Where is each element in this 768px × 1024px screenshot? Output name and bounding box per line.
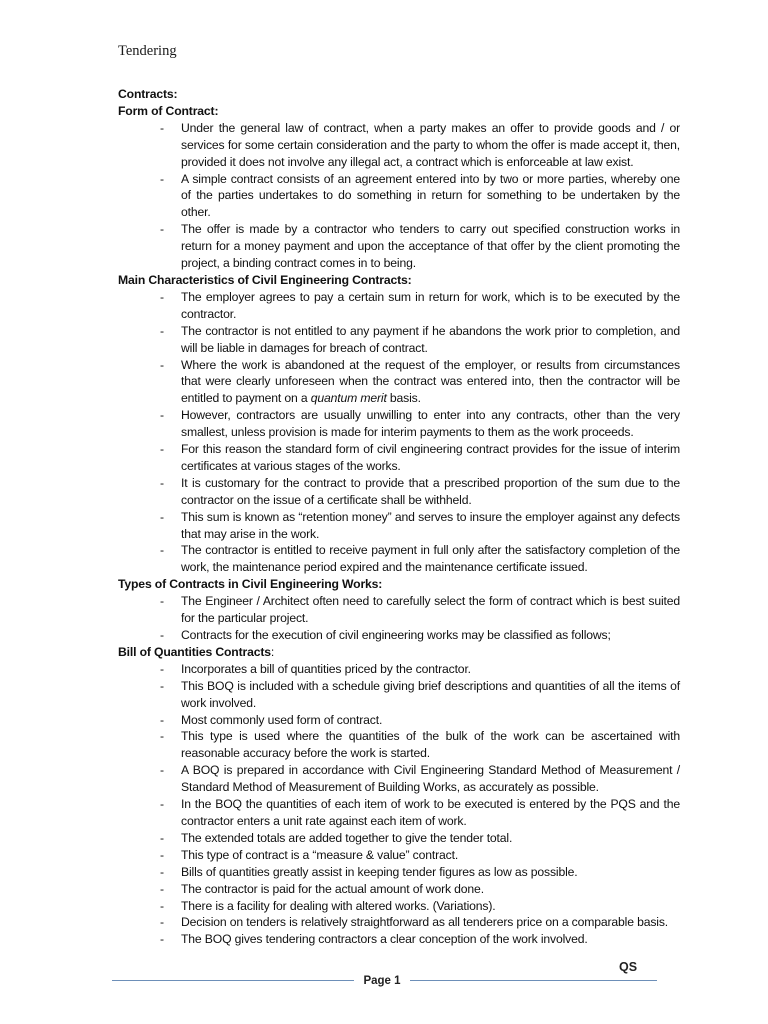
list-item [118,357,680,408]
list-item [118,847,680,864]
bullet-dash: - [160,543,164,558]
bullet-dash: - [160,864,164,879]
list-item-text: The contractor is not entitled to any payment if he abandons the work prior to completion, and will be liable in damages for breach of contract. [181,323,680,355]
list-item [118,712,680,729]
list-item [118,542,680,576]
list-item-text: A simple contract consists of an agreement entered into by two or more parties, whereby one of the parties undertakes to do something in return for something to be undertaken by the other. [181,171,680,220]
list-item-text: This type of contract is a “measure & value” contract. [181,847,459,862]
list-item-text: For this reason the standard form of civil engineering contract provides for the issue of interim certificates at various stages of the works. [181,442,680,473]
section-heading [118,103,680,120]
list-item [118,221,680,272]
list-item [118,728,680,762]
bullet-dash: - [160,881,164,896]
list-item [118,678,680,712]
footer-label: QS [619,960,638,974]
list-item-text: In the BOQ the quantities of each item of work to be executed is entered by the PQS and the contractor enters a unit rate against each item of work. [181,797,680,828]
list-item [118,441,680,475]
list-item-text: This BOQ is included with a schedule giving brief descriptions and quantities of all the items of work involved. [181,678,680,710]
list-item [118,171,680,222]
list-item [118,289,680,323]
bullet-dash: - [160,442,164,457]
list-item-text: Contracts for the execution of civil engineering works may be classified as follows; [181,628,611,642]
bullet-dash: - [160,171,164,186]
list-item-text [181,358,680,406]
list-item-text: The Engineer / Architect often need to carefully select the form of contract which is best suited for the particular project. [181,594,680,626]
bullet-dash: - [160,678,164,693]
list-item-text-part: Where the work is abandoned at the request of the employer, or results from circumstances that were clearly unforeseen when the contract was entered into, then the contractor will be entitled to payment on a [181,357,680,406]
bullet-list [118,120,680,272]
list-item [118,914,680,931]
list-item-text: The contractor is paid for the actual amount of work done. [181,881,484,896]
list-item-text: However, contractors are usually unwilling to enter into any contracts, other than the very smallest, unless provision is made for interim payments to them as the work proceeds. [181,408,680,440]
list-item-text: There is a facility for dealing with altered works. (Variations). [181,898,496,913]
list-item [118,661,680,678]
italic-term: quantum merit [310,391,387,406]
list-item [118,881,680,898]
list-item-text: It is customary for the contract to provide that a prescribed proportion of the sum due to the contractor on the issue of a certificate shall be withheld. [181,475,680,507]
bullet-dash: - [160,898,164,913]
list-item-text-part: basis. [386,391,421,406]
bullet-dash: - [160,120,164,135]
bullet-dash: - [160,628,164,642]
bullet-dash: - [160,932,164,947]
list-item-text: A BOQ is prepared in accordance with Civil Engineering Standard Method of Measurement / Standard Method of Measurement of Building Works, as accurately as possible. [181,763,680,795]
section-heading-suffix: : [270,644,275,659]
list-item [118,931,680,948]
list-item [118,323,680,357]
section-heading-text: Main Characteristics of Civil Engineering Contracts: [118,272,412,287]
bullet-dash: - [160,408,164,423]
list-item-text: Bills of quantities greatly assist in keeping tender figures as low as possible. [181,864,578,879]
running-header: Tendering [118,43,177,59]
list-item [118,407,680,441]
section-heading-text: Types of Contracts in Civil Engineering Works: [118,577,383,592]
bullet-dash: - [160,763,164,778]
list-item [118,830,680,847]
section-heading [118,272,680,289]
bullet-dash: - [160,847,164,862]
list-item-text: The BOQ gives tendering contractors a clear conception of the work involved. [181,932,588,947]
list-item [118,475,680,509]
list-item-text: Incorporates a bill of quantities priced by the contractor. [181,661,471,676]
bullet-dash: - [160,661,164,676]
bullet-dash: - [160,712,164,727]
bullet-list [118,593,680,644]
bullet-dash: - [160,594,164,609]
bullet-dash: - [160,323,164,338]
list-item [118,864,680,881]
section-heading-text: Bill of Quantities Contracts [118,644,271,659]
bullet-dash: - [160,797,164,812]
bullet-dash: - [160,222,164,237]
document-body [118,86,680,948]
section-heading [118,644,680,661]
bullet-dash: - [160,729,164,744]
list-item-text: The contractor is entitled to receive payment in full only after the satisfactory completion of the work, the maintenance period expired and the maintenance certificate issued. [181,543,680,575]
list-item-text: This sum is known as “retention money” and serves to insure the employer against any defects that may arise in the work. [181,509,680,541]
page-number: Page 1 [354,971,410,991]
list-item-text: The extended totals are added together to give the tender total. [181,830,513,845]
list-item-text: The offer is made by a contractor who tenders to carry out specified construction works in return for a money payment and upon the acceptance of that offer by the client promoting the project, a binding contract comes in to being. [181,222,680,271]
list-item-text: Decision on tenders is relatively straightforward as all tenderers price on a comparable basis. [181,915,669,930]
bullet-dash: - [160,830,164,845]
bullet-list [118,289,680,576]
list-item-text: Most commonly used form of contract. [181,712,383,727]
list-item-text: The employer agrees to pay a certain sum in return for work, which is to be executed by the contractor. [181,289,680,321]
list-item [118,627,680,644]
bullet-list [118,661,680,948]
list-item [118,762,680,796]
bullet-dash: - [160,357,164,372]
list-item-text: This type is used where the quantities of the bulk of the work can be ascertained with reasonable accuracy before the work is started. [181,729,680,761]
section-heading-text: Contracts: [118,87,178,101]
section-heading-text: Form of Contract: [118,103,219,118]
bullet-dash: - [160,289,164,304]
list-item [118,593,680,627]
list-item [118,796,680,830]
section-heading [118,576,680,593]
bullet-dash: - [160,915,164,930]
list-item [118,898,680,915]
list-item [118,509,680,543]
bullet-dash: - [160,509,164,524]
list-item-text: Under the general law of contract, when a party makes an offer to provide goods and / or services for some certain consideration and the party to whom the offer is made accept it, then, provided it does not involve any illegal act, a contract which is enforceable at law exist. [181,120,680,169]
section-heading [118,86,680,103]
bullet-dash: - [160,475,164,490]
list-item [118,120,680,171]
